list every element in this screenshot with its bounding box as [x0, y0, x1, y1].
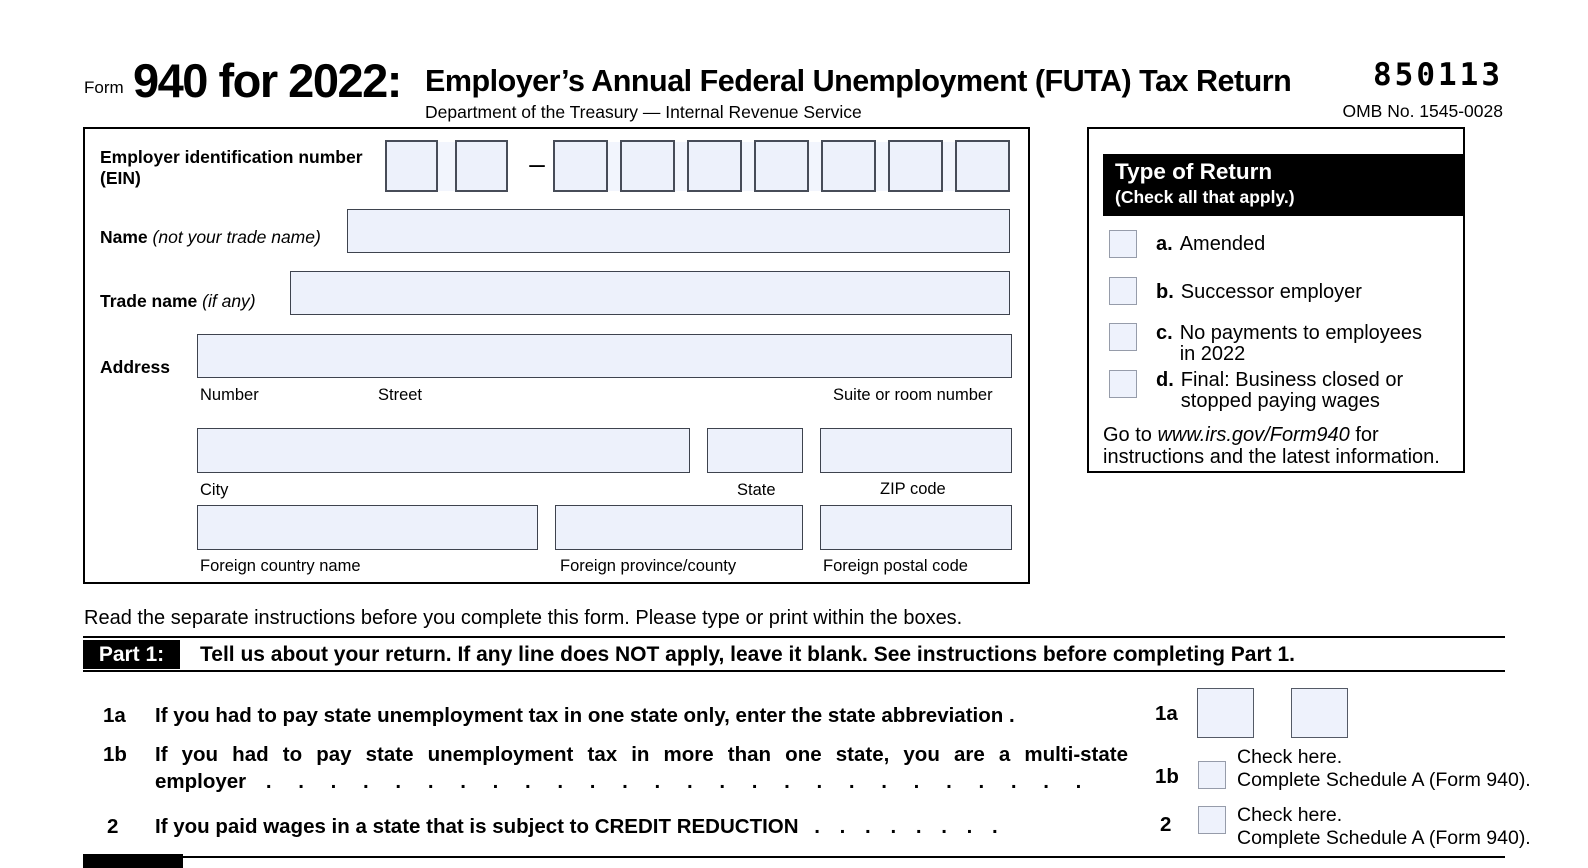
line-1a-number: 1a [103, 704, 126, 727]
successor-employer-checkbox[interactable] [1109, 277, 1137, 305]
line-2-text-row [155, 813, 998, 840]
ein-digit-2[interactable] [455, 140, 508, 192]
type-of-return-title: Type of Return [1115, 159, 1273, 184]
line-1b-text-line2: employer [155, 770, 247, 793]
line-1b-text-line1: If you had to pay state unemployment tax in more than one state, you are a multi-state [155, 743, 1128, 766]
line-1b-dot-leader: . . . . . . . . . . . . . . . . . . . . . . . . . . [265, 770, 1082, 793]
name-label [100, 227, 321, 248]
line-1b-check-line2: Complete Schedule A (Form 940). [1237, 768, 1531, 791]
line-1b-check-text [1237, 746, 1531, 791]
trade-name-label [100, 291, 256, 312]
line-1a-text: If you had to pay state unemployment tax in one state only, enter the state abbreviation . [155, 704, 1015, 727]
foreign-province-input[interactable] [555, 505, 803, 550]
trade-name-label-text: Trade name [100, 291, 198, 311]
amended-checkbox[interactable] [1109, 230, 1137, 258]
credit-reduction-checkbox[interactable] [1198, 806, 1226, 834]
line-2-number: 2 [107, 815, 119, 838]
address-label: Address [100, 357, 171, 377]
part1-heading: Tell us about your return. If any line does NOT apply, leave it blank. See instructions before completing Part 1. [200, 643, 1295, 666]
address-input[interactable] [197, 334, 1012, 378]
line-2-text: If you paid wages in a state that is subject to CREDIT REDUCTION [155, 815, 799, 838]
type-of-return-subtitle: (Check all that apply.) [1115, 187, 1295, 207]
trade-name-label-hint: (if any) [202, 291, 256, 311]
ein-digit-9[interactable] [955, 140, 1010, 192]
ein-digit-4[interactable] [620, 140, 675, 192]
type-of-return-footer [1103, 424, 1467, 468]
foreign-country-caption: Foreign country name [200, 557, 361, 575]
name-input[interactable] [347, 209, 1010, 253]
multi-state-checkbox[interactable] [1198, 761, 1226, 789]
footer-pre: Go to [1103, 424, 1158, 446]
bottom-rule [83, 856, 1505, 858]
final-business-checkbox[interactable] [1109, 370, 1137, 398]
state-input[interactable] [707, 428, 803, 473]
instructions-line: Read the separate instructions before you complete this form. Please type or print within the boxes. [84, 607, 963, 629]
state-abbrev-box-2[interactable] [1291, 688, 1348, 738]
part2-header-partial [83, 854, 183, 868]
form-title: Employer’s Annual Federal Unemployment (FUTA) Tax Return [425, 64, 1292, 98]
trade-name-input[interactable] [290, 271, 1010, 315]
name-label-hint: (not your trade name) [152, 227, 321, 247]
final-business-label: Final: Business closed or stopped paying wages [1180, 369, 1404, 412]
amended-letter: a. [1156, 233, 1173, 255]
amended-option [1156, 234, 1265, 255]
city-input[interactable] [197, 428, 690, 473]
type-of-return-header [1103, 154, 1465, 216]
line-1b-number: 1b [103, 743, 127, 766]
foreign-country-input[interactable] [197, 505, 538, 550]
line-2-check-line2: Complete Schedule A (Form 940). [1237, 826, 1531, 849]
line-2-check-text [1237, 804, 1531, 849]
line-2-dot-leader: . . . . . . . . [814, 815, 998, 838]
name-label-text: Name [100, 227, 148, 247]
final-business-letter: d. [1156, 369, 1174, 391]
city-caption: City [200, 481, 229, 499]
part1-label-box: Part 1: [83, 640, 180, 669]
street-caption: Street [378, 386, 423, 404]
foreign-postal-input[interactable] [820, 505, 1012, 550]
ein-label-line1: Employer identification number [100, 147, 363, 167]
form-word: Form [84, 78, 124, 97]
ein-label [100, 147, 363, 189]
line-2-right-number: 2 [1160, 813, 1172, 836]
successor-employer-label: Successor employer [1180, 281, 1362, 303]
state-abbrev-box-1[interactable] [1197, 688, 1254, 738]
part1-bottom-rule [83, 670, 1505, 672]
number-caption: Number [200, 386, 259, 404]
foreign-province-caption: Foreign province/county [560, 557, 737, 575]
ein-digit-8[interactable] [888, 140, 943, 192]
zip-input[interactable] [820, 428, 1012, 473]
agency-line: Department of the Treasury — Internal Revenue Service [425, 102, 862, 122]
successor-employer-letter: b. [1156, 281, 1174, 303]
no-payments-checkbox[interactable] [1109, 323, 1137, 351]
doc-code: 850113 [1373, 57, 1503, 93]
irs-url: www.irs.gov/Form940 [1157, 424, 1350, 446]
state-caption: State [737, 481, 776, 499]
ein-digit-1[interactable] [385, 140, 438, 192]
amended-label: Amended [1179, 233, 1266, 255]
suite-caption: Suite or room number [833, 386, 993, 404]
ein-digit-5[interactable] [687, 140, 742, 192]
ein-separator: – [529, 148, 545, 179]
omb-number: OMB No. 1545-0028 [1342, 101, 1503, 121]
foreign-postal-caption: Foreign postal code [823, 557, 968, 575]
ein-digit-7[interactable] [821, 140, 876, 192]
line-1b-text-line2-row [155, 768, 1081, 795]
no-payments-option [1156, 323, 1438, 365]
successor-employer-option [1156, 282, 1362, 303]
line-1b-right-number: 1b [1155, 765, 1179, 788]
part1-top-rule [83, 636, 1505, 638]
no-payments-letter: c. [1156, 322, 1173, 344]
ein-label-line2: (EIN) [100, 168, 141, 188]
final-business-option [1156, 370, 1439, 412]
no-payments-label: No payments to employees in 2022 [1179, 322, 1423, 365]
footer-post: for instructions and the latest information. [1103, 424, 1440, 468]
line-1b-check-line1: Check here. [1237, 746, 1343, 768]
line-2-check-line1: Check here. [1237, 804, 1343, 826]
line-1a-right-number: 1a [1155, 702, 1178, 725]
ein-digit-6[interactable] [754, 140, 809, 192]
ein-digit-3[interactable] [553, 140, 608, 192]
zip-caption: ZIP code [880, 480, 946, 498]
form-number: 940 for 2022: [133, 54, 401, 107]
